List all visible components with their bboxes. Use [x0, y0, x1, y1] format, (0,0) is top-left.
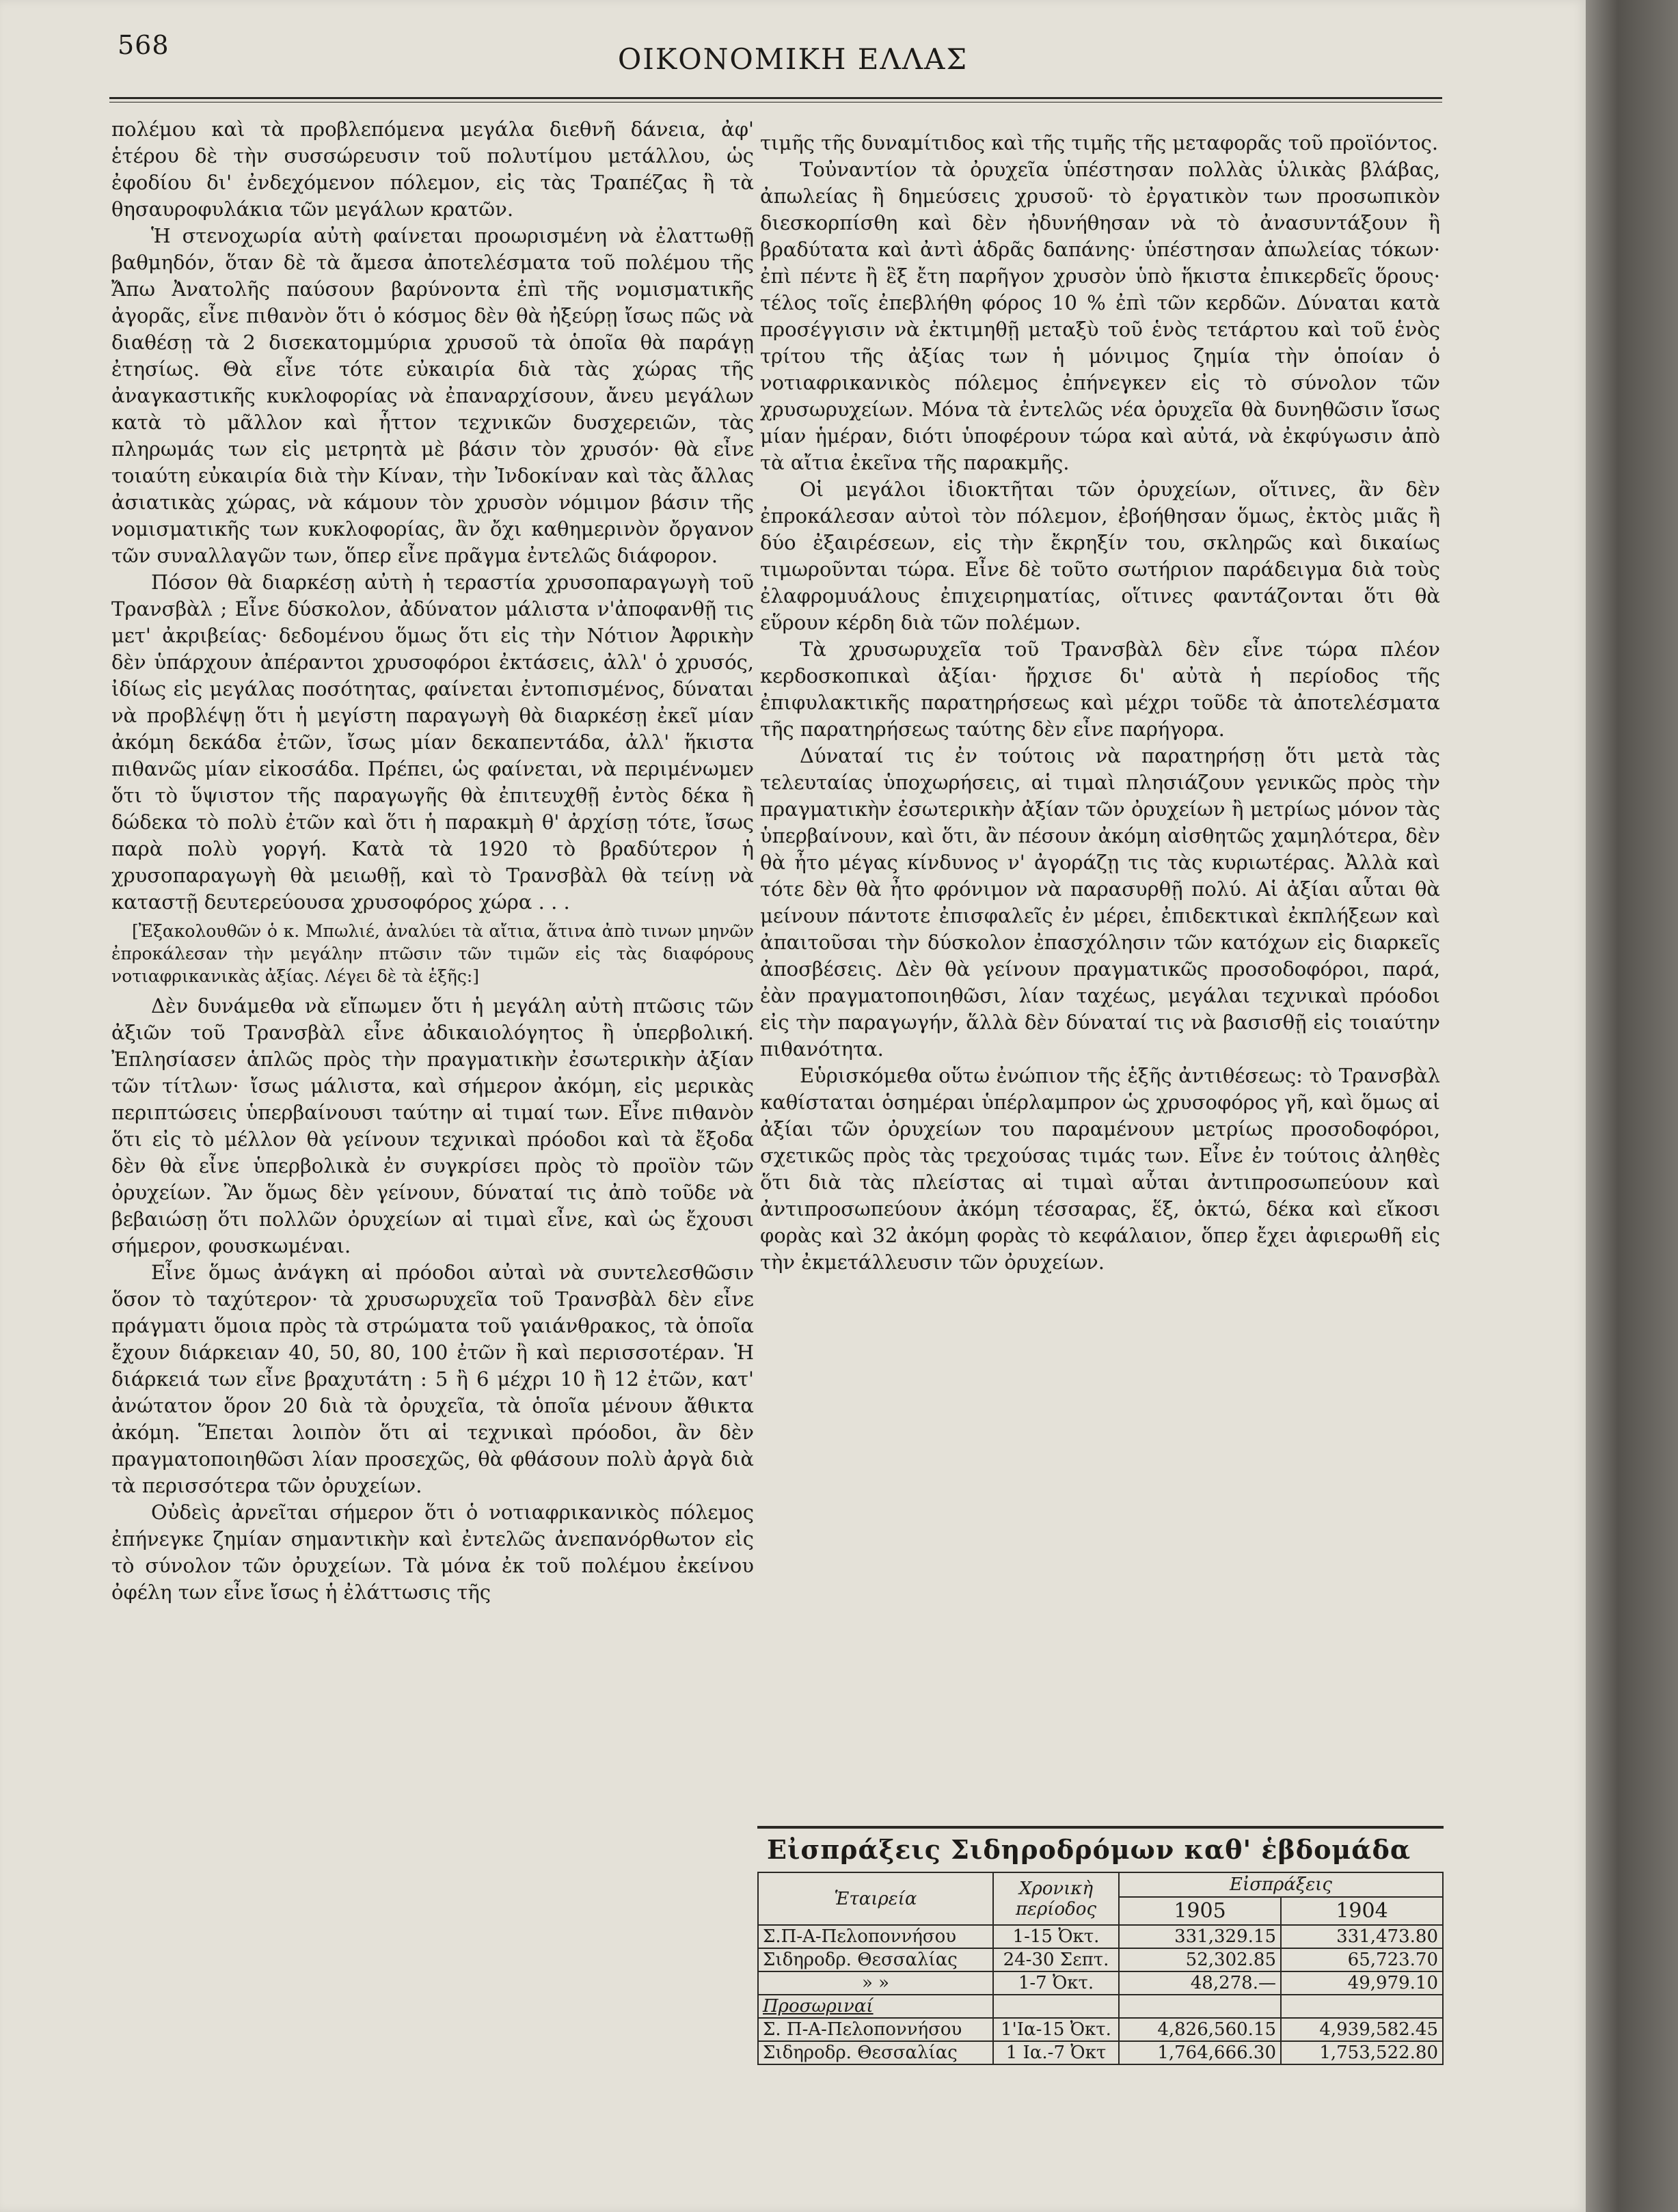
paragraph: Εὑρισκόμεθα οὕτω ἐνώπιον τῆς ἑξῆς ἀντιθέσεως: τὸ Τρανσβὰλ καθίσταται ὁσημέραι ὑπέρλαμπρον ὡς χρυσοφόρος γῆ, καὶ ὅμως αἱ ἀξίαι τῶν ὀρυχείων του παραμένουν μετρίως προσοδοφόροι, σχετικῶς πρὸς τὰς τρεχούσας τιμάς των. Εἶνε ἐν τούτοις ἀληθὲς ὅτι διὰ τὰς πλείστας αἱ τιμαὶ αὗται ἀντιπροσωπεύουν καὶ ἀντιπροσωπεύουν ἀκόμη τέσσαρας, ἕξ, ὀκτώ, δέκα καὶ εἴκοσι φορὰς καὶ 32 ἀκόμη φορὰς τὸ κεφάλαιον, ὅπερ ἔχει ἀφιερωθῆ εἰς τὴν ἐκμετάλλευσιν τῶν ὀρυχείων. — [760, 1064, 1440, 1274]
paragraph: Ἡ στενοχωρία αὐτὴ φαίνεται προωρισμένη νὰ ἐλαττωθῇ βαθμηδόν, ὅταν δὲ τὰ ἄμεσα ἀποτελέσματα τοῦ πολέμου τῆς Ἄπω Ἀνατολῆς παύσουν βαρύνοντα ἐπὶ τῆς νομισματικῆς ἀγορᾶς, εἶνε πιθανὸν ὅτι ὁ κόσμος δὲν θὰ ἠξεύρῃ ἴσως πῶς νὰ διαθέσῃ τὰ 2 δισεκατομμύρια χρυσοῦ τὰ ὁποῖα θὰ παράγῃ ἐτησίως. Θὰ εἶνε τότε εὐκαιρία διὰ τὰς χώρας τῆς ἀναγκαστικῆς κυκλοφορίας νὰ ἐπαναρχίσουν, ἄνευ μεγάλων κατὰ τὸ μᾶλλον καὶ ἧττον τεχνικῶν δυσχερειῶν, τὰς πληρωμάς των εἰς μετρητὰ μὲ βάσιν τὸν χρυσόν· θὰ εἶνε τοιαύτη εὐκαιρία διὰ τὴν Κίναν, τὴν Ἰνδοκίναν καὶ τὰς ἄλλας ἀσιατικὰς χώρας, νὰ κάμουν τὸν χρυσὸν νόμιμον βάσιν τῆς νομισματικῆς των κυκλοφορίας, ἂν ὄχι καθημερινὸν ὄργανον τῶν συναλλαγῶν των, ὅπερ εἶνε πρᾶγμα ἐντελῶς διάφορον. — [111, 224, 754, 567]
paragraph: Πόσον θὰ διαρκέσῃ αὐτὴ ἡ τεραστία χρυσοπαραγωγὴ τοῦ Τρανσβὰλ ; Εἶνε δύσκολον, ἀδύνατον μάλιστα ν'ἀποφανθῇ τις μετ' ἀκριβείας· δεδομένου ὅμως ὅτι εἰς τὴν Νότιον Ἀφρικὴν δὲν ὑπάρχουν ἀπέραντοι χρυσοφόροι ἐκτάσεις, ἀλλ' ὁ χρυσός, ἰδίως εἰς μεγάλας ποσότητας, φαίνεται ἐντοπισμένος, δύναται νὰ προβλέψῃ ὅτι ἡ μεγίστη παραγωγὴ θὰ διαρκέσῃ ἐκεῖ μίαν ἀκόμη δεκάδα ἐτῶν, ἴσως μίαν δεκαπεντάδα, ἀλλ' ἥκιστα πιθανῶς μίαν εἰκοσάδα. Πρέπει, ὡς φαίνεται, νὰ περιμένωμεν ὅτι τὸ ὕψιστον τῆς παραγωγῆς θὰ ἐπιτευχθῇ ἐντὸς δέκα ἢ δώδεκα τὸ πολὺ ἐτῶν καὶ ὅτι ἡ παρακμὴ θ' ἀρχίσῃ τότε, ἴσως παρὰ πολὺ γοργή. Κατὰ τὰ 1920 τὸ βραδύτερον ἡ χρυσοπαραγωγὴ θὰ μειωθῇ, καὶ τὸ Τρανσβὰλ θὰ τείνῃ νὰ καταστῇ δευτερεύουσα χρυσοφόρος χώρα . . . — [111, 571, 754, 914]
table-row — [758, 2041, 1443, 2064]
cell-1905: 48,278.— — [1119, 1971, 1281, 1995]
header-year-1905: 1905 — [1119, 1897, 1281, 1925]
table-row — [758, 2018, 1443, 2041]
cell-company: Σιδηροδρ. Θεσσαλίας — [758, 1948, 993, 1971]
cell-1904: 4,939,582.45 — [1281, 2018, 1443, 2041]
cell-1904: 49,979.10 — [1281, 1971, 1443, 1995]
cell-1904: 65,723.70 — [1281, 1948, 1443, 1971]
page-number: 568 — [118, 30, 170, 60]
header-receipts: Εἰσπράξεις — [1119, 1872, 1443, 1897]
cell-1905: 331,329.15 — [1119, 1925, 1281, 1948]
editor-note: [Ἐξακολουθῶν ὁ κ. Μπωλιέ, ἀναλύει τὰ αἴτια, ἅτινα ἀπὸ τινων μηνῶν ἐπροκάλεσαν τὴν μεγάλην πτῶσιν τῶν τιμῶν εἰς τὰς διαφόρους νοτιαφρικανικὰς ἀξίας. Λέγει δὲ τὰ ἑξῆς:] — [111, 921, 754, 986]
table-title: Εἰσπράξεις Σιδηροδρόμων καθ' ἑβδομάδα — [757, 1826, 1444, 1872]
paragraph: Τοὐναντίον τὰ ὀρυχεῖα ὑπέστησαν πολλὰς ὑλικὰς βλάβας, ἀπωλείας ἢ δημεύσεις χρυσοῦ· τὸ ἐργατικὸν των προσωπικὸν διεσκορπίσθη καὶ δὲν ἠδυνήθησαν νὰ τὸ ἀνασυντάξουν ἢ βραδύτατα καὶ ἀντὶ ἁδρᾶς δαπάνης· ὑπέστησαν ἀπωλείας τόκων· ἐπὶ πέντε ἢ ἓξ ἔτη παρῆγον χρυσὸν ὑπὸ ἥκιστα ἐπικερδεῖς ὅρους· τέλος τοῖς ἐπεβλήθη φόρος 10 % ἐπὶ τῶν κερδῶν. Δύναται κατὰ προσέγγισιν νὰ ἐκτιμηθῇ μεταξὺ τοῦ ἑνὸς τετάρτου καὶ τοῦ ἑνὸς τρίτου τῆς ἀξίας των ἡ μόνιμος ζημία τὴν ὁποίαν ὁ νοτιαφρικανικὸς πόλεμος ἐπήνεγκεν εἰς τὸ σύνολον τῶν χρυσωρυχείων. Μόνα τὰ ἐντελῶς νέα ὀρυχεῖα θὰ δυνηθῶσιν ἴσως μίαν ἡμέραν, διότι ὑποφέρουν τώρα καὶ αὐτά, νὰ ἐκφύγωσιν ἀπὸ τὰ αἴτια ἐκεῖνα τῆς παρακμῆς. — [760, 158, 1440, 474]
table-row — [758, 1925, 1443, 1948]
cell-1904: 1,753,522.80 — [1281, 2041, 1443, 2064]
table-row — [758, 1948, 1443, 1971]
header-rule — [109, 97, 1442, 103]
cell-period: 1-7 Ὀκτ. — [993, 1971, 1119, 1995]
cell-1905: 4,826,560.15 — [1119, 2018, 1281, 2041]
cell-period: 1 Ια.-7 Ὀκτ — [993, 2041, 1119, 2064]
paragraph: Τὰ χρυσωρυχεῖα τοῦ Τρανσβὰλ δὲν εἶνε τώρα πλέον κερδοσκοπικαὶ ἀξίαι· ἤρχισε δι' αὐτὰ ἡ περίοδος τῆς ἐπιφυλακτικῆς παρατηρήσεως καὶ μέχρι τοῦδε τὰ ἀποτελέσματα τῆς παρατηρήσεως ταύτης δὲν εἶνε παρήγορα. — [760, 638, 1440, 741]
paragraph: Οἱ μεγάλοι ἰδιοκτῆται τῶν ὀρυχείων, οἵτινες, ἂν δὲν ἐπροκάλεσαν αὐτοὶ τὸν πόλεμον, ἐβοήθησαν ὅμως, ἐκτὸς μιᾶς ἢ δύο ἐξαιρέσεων, εἰς τὴν ἔκρηξίν του, σκληρῶς καὶ δικαίως τιμωροῦνται τώρα. Εἶνε δὲ τοῦτο σωτήριον παράδειγμα διὰ τοὺς ἐλαφρομυάλους ἐπιχειρηματίας, οἵτινες φαντάζονται ὅτι θὰ εὕρουν κέρδη διὰ τῶν πολέμων. — [760, 478, 1440, 634]
cell-company: » » — [758, 1971, 993, 1995]
table-row — [758, 1995, 1443, 2018]
header-company: Ἑταιρεία — [758, 1872, 993, 1925]
cell-subheading: Προσωριναί — [758, 1995, 993, 2018]
paragraph: πολέμου καὶ τὰ προβλεπόμενα μεγάλα διεθνῆ δάνεια, ἀφ' ἑτέρου δὲ τὴν συσσώρευσιν τοῦ πολυτίμου μετάλλου, ὡς ἐφοδίου δι' ἐνδεχόμενον πόλεμον, εἰς τὰς Τραπέζας ἢ τὰ θησαυροφυλάκια τῶν μεγάλων κρατῶν. — [111, 118, 754, 221]
paragraph: Εἶνε ὅμως ἀνάγκη αἱ πρόοδοι αὐταὶ νὰ συντελεσθῶσιν ὅσον τὸ ταχύτερον· τὰ χρυσωρυχεῖα τοῦ Τρανσβὰλ δὲν εἶνε πράγματι ὅμοια πρὸς τὰ στρώματα τοῦ γαιάνθρακος, τὰ ὁποῖα ἔχουν διάρκειαν 40, 50, 80, 100 ἐτῶν ἢ καὶ περισσοτέραν. Ἡ διάρκειά των εἶνε βραχυτάτη : 5 ἢ 6 μέχρι 10 ἢ 12 ἐτῶν, κατ' ἀνώτατον ὅρον 20 διὰ τὰ ὀρυχεῖα, τὰ ὁποῖα μένουν ἄθικτα ἀκόμη. Ἕπεται λοιπὸν ὅτι αἱ τεχνικαὶ πρόοδοι, ἂν δὲν πραγματοποιηθῶσι λίαν προσεχῶς, θὰ φθάσουν πολὺ ἀργὰ διὰ τὰ περισσότερα τῶν ὀρυχείων. — [111, 1261, 754, 1497]
paragraph: Δύναταί τις ἐν τούτοις νὰ παρατηρήσῃ ὅτι μετὰ τὰς τελευταίας ὑποχωρήσεις, αἱ τιμαὶ πλησιάζουν γενικῶς πρὸς τὴν πραγματικὴν ἐσωτερικὴν ἀξίαν τῶν ὀρυχείων ἢ μετρίως μόνον τὰς ὑπερβαίνουν, καὶ ὅτι, ἂν πέσουν ἀκόμη αἰσθητῶς χαμηλότερα, δὲν θὰ ἦτο μέγας κίνδυνος ν' ἀγοράζῃ τις τὰς κυριωτέρας. Ἀλλὰ καὶ τότε δὲν θὰ ἦτο φρόνιμον νὰ παρασυρθῇ πολύ. Αἱ ἀξίαι αὗται θὰ μείνουν πάντοτε ἐπισφαλεῖς ἐν μέρει, ἐπιδεκτικαὶ ἐκπλήξεων καὶ ἀπαιτοῦσαι τὴν δύσκολον ἐπασχόλησιν τῶν κατόχων εἰς διαρκεῖς ἀποσβέσεις. Δὲν θὰ γείνουν πραγματικῶς προσοδοφόροι, παρά, ἐὰν πραγματοποιηθῶσι, λίαν ταχέως, μεγάλαι τεχνικαὶ πρόοδοι εἰς τὴν παραγωγήν, ἅλλὰ δὲν δύναταί τις νὰ βασισθῇ εἰς τοιαύτην πιθανότητα. — [760, 744, 1440, 1061]
left-column — [111, 116, 754, 1606]
cell-company: Σ.Π-Α-Πελοποννήσου — [758, 1925, 993, 1948]
book-gutter — [1586, 0, 1678, 2212]
cell-period: 24-30 Σεπτ. — [993, 1948, 1119, 1971]
paragraph: Δὲν δυνάμεθα νὰ εἴπωμεν ὅτι ἡ μεγάλη αὐτὴ πτῶσις τῶν ἀξιῶν τοῦ Τρανσβὰλ εἶνε ἀδικαιολόγητος ἢ ὑπερβολική. Ἐπλησίασεν ἁπλῶς πρὸς τὴν πραγματικὴν ἐσωτερικὴν ἀξίαν τῶν τίτλων· ἴσως μάλιστα, καὶ σήμερον ἀκόμη, εἰς μερικὰς περιπτώσεις ὑπερβαίνουσι ταύτην αἱ τιμαί των. Εἶνε πιθανὸν ὅτι εἰς τὸ μέλλον θὰ γείνουν τεχνικαὶ πρόοδοι καὶ τὰ ἔξοδα δὲν θὰ εἶνε ὑπερβολικὰ ἐν συγκρίσει πρὸς τὸ προϊὸν τῶν ὀρυχείων. Ἂν ὅμως δὲν γείνουν, δύναταί τις ἀπὸ τοῦδε νὰ βεβαιώσῃ ὅτι πολλῶν ὀρυχείων αἱ τιμαὶ εἶνε, καὶ ὡς ἔχουσι σήμερον, φουσκωμέναι. — [111, 994, 754, 1257]
cell-company: Σιδηροδρ. Θεσσαλίας — [758, 2041, 993, 2064]
cell-company: Σ. Π-Α-Πελοποννήσου — [758, 2018, 993, 2041]
cell-period: 1'Ια-15 Ὀκτ. — [993, 2018, 1119, 2041]
cell-1904 — [1281, 1995, 1443, 2018]
cell-period — [993, 1995, 1119, 2018]
cell-1905: 1,764,666.30 — [1119, 2041, 1281, 2064]
railway-receipts-table — [757, 1826, 1444, 2065]
cell-1904: 331,473.80 — [1281, 1925, 1443, 1948]
paragraph: τιμῆς τῆς δυναμίτιδος καὶ τῆς τιμῆς τῆς μεταφορᾶς τοῦ προϊόντος. — [760, 131, 1439, 154]
cell-1905 — [1119, 1995, 1281, 2018]
header-period: Χρονικὴ περίοδος — [993, 1872, 1119, 1925]
header-year-1904: 1904 — [1281, 1897, 1443, 1925]
cell-period: 1-15 Ὀκτ. — [993, 1925, 1119, 1948]
right-column — [760, 130, 1440, 1276]
receipts-grid — [757, 1872, 1444, 2065]
running-title: ΟΙΚΟΝΟΜΙΚΗ ΕΛΛΑΣ — [617, 42, 969, 76]
table-row — [758, 1971, 1443, 1995]
paragraph: Οὐδεὶς ἀρνεῖται σήμερον ὅτι ὁ νοτιαφρικανικὸς πόλεμος ἐπήνεγκε ζημίαν σημαντικὴν καὶ ἐντελῶς ἀνεπανόρθωτον εἰς τὸ σύνολον τῶν ὀρυχείων. Τὰ μόνα ἐκ τοῦ πολέμου ἐκείνου ὀφέλη των εἶνε ἴσως ἡ ἐλάττωσις τῆς — [111, 1501, 754, 1604]
cell-1905: 52,302.85 — [1119, 1948, 1281, 1971]
